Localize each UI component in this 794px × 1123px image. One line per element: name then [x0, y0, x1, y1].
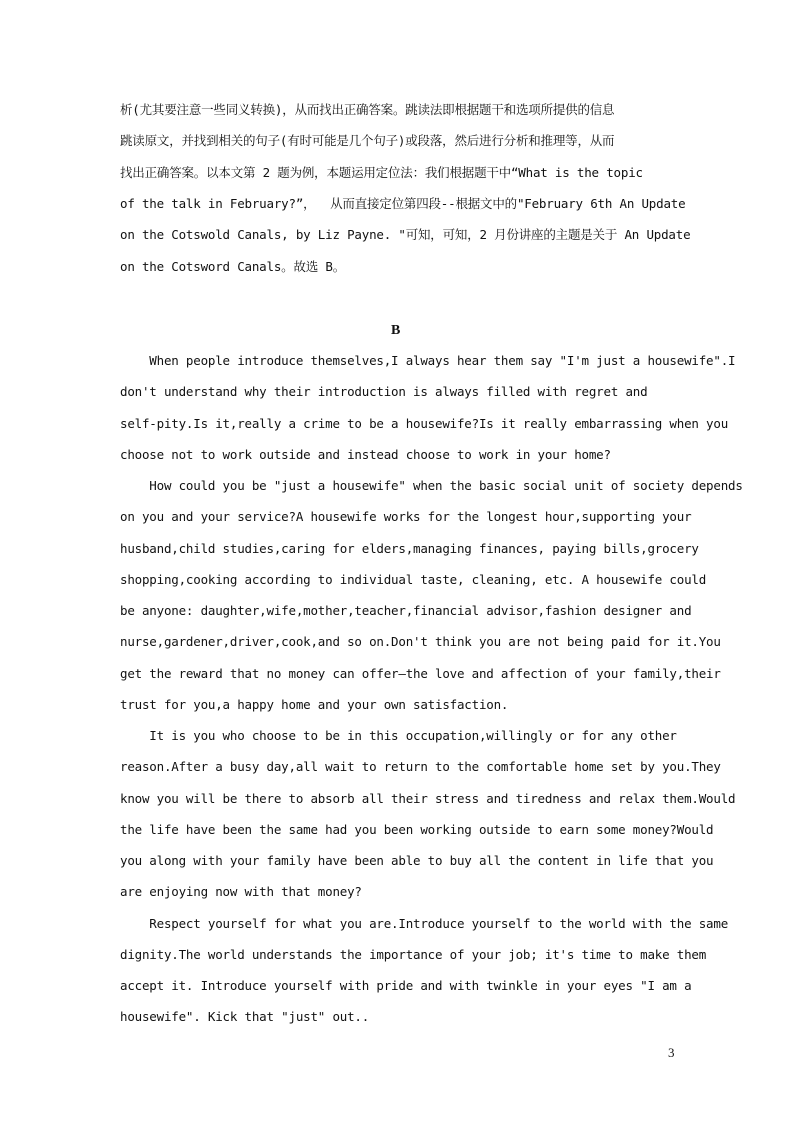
text-line: reason.After a busy day,all wait to return to the comfortable home set by you.They [120, 759, 721, 775]
text-line: get the reward that no money can offer—the love and affection of your family,their [120, 665, 721, 681]
text-line: self-pity.Is it,really a crime to be a housewife?Is it really embarrassing when you [120, 415, 729, 431]
text-line: don't understand why their introduction is always filled with regret and [120, 384, 648, 400]
text-line: 找出正确答案。以本文第 2 题为例，本题运用定位法：我们根据题干中“What is the topic [120, 164, 643, 180]
text-line: know you will be there to absorb all their stress and tiredness and relax them.Would [120, 790, 736, 806]
text-line: nurse,gardener,driver,cook,and so on.Don't think you are not being paid for it.You [120, 634, 721, 650]
text-line: When people introduce themselves,I always hear them say "I'm just a housewife".I [120, 353, 736, 368]
text-line: the life have been the same had you been working outside to earn some money?Would [120, 821, 714, 837]
text-line: on the Cotswold Canals, by Liz Payne. "可知，可知，2 月份讲座的主题是关于 An Update [120, 227, 691, 243]
text-line: be anyone: daughter,wife,mother,teacher,financial advisor,fashion designer and [120, 603, 692, 618]
text-line: of the talk in February?”， 从而直接定位第四段--根据文中的"February 6th An Update [120, 195, 686, 211]
text-line: housewife". Kick that "just" out.. [120, 1009, 370, 1025]
text-line: choose not to work outside and instead choose to work in your home? [120, 446, 611, 462]
text-line: 析(尤其要注意一些同义转换)，从而找出正确答案。跳读法即根据题干和选项所提供的信息 [120, 102, 615, 117]
text-line: trust for you,a happy home and your own satisfaction. [120, 696, 509, 712]
text-line: How could you be "just a housewife" when the basic social unit of society depends [120, 478, 743, 493]
page-number: 3 [668, 1045, 675, 1060]
section-title: B [391, 323, 401, 338]
text-line: you along with your family have been able to buy all the content in life that you [120, 853, 714, 868]
text-line: 跳读原文，并找到相关的句子(有时可能是几个句子)或段落，然后进行分析和推理等，从而 [120, 133, 615, 149]
text-line: on the Cotsword Canals。故选 B。 [120, 258, 346, 274]
text-line: Respect yourself for what you are.Introduce yourself to the world with the same [120, 915, 729, 931]
text-line: are enjoying now with that money? [120, 884, 362, 900]
text-line: shopping,cooking according to individual taste, cleaning, etc. A housewife could [120, 571, 707, 587]
text-line: It is you who choose to be in this occupation,willingly or for any other [120, 728, 677, 743]
text-line: dignity.The world understands the importance of your job; it's time to make them [120, 946, 707, 962]
text-line: on you and your service?A housewife works for the longest hour,supporting your [120, 509, 692, 525]
text-line: accept it. Introduce yourself with pride and with twinkle in your eyes "I am a [120, 978, 692, 993]
text-line: husband,child studies,caring for elders,managing finances, paying bills,grocery [120, 540, 699, 556]
